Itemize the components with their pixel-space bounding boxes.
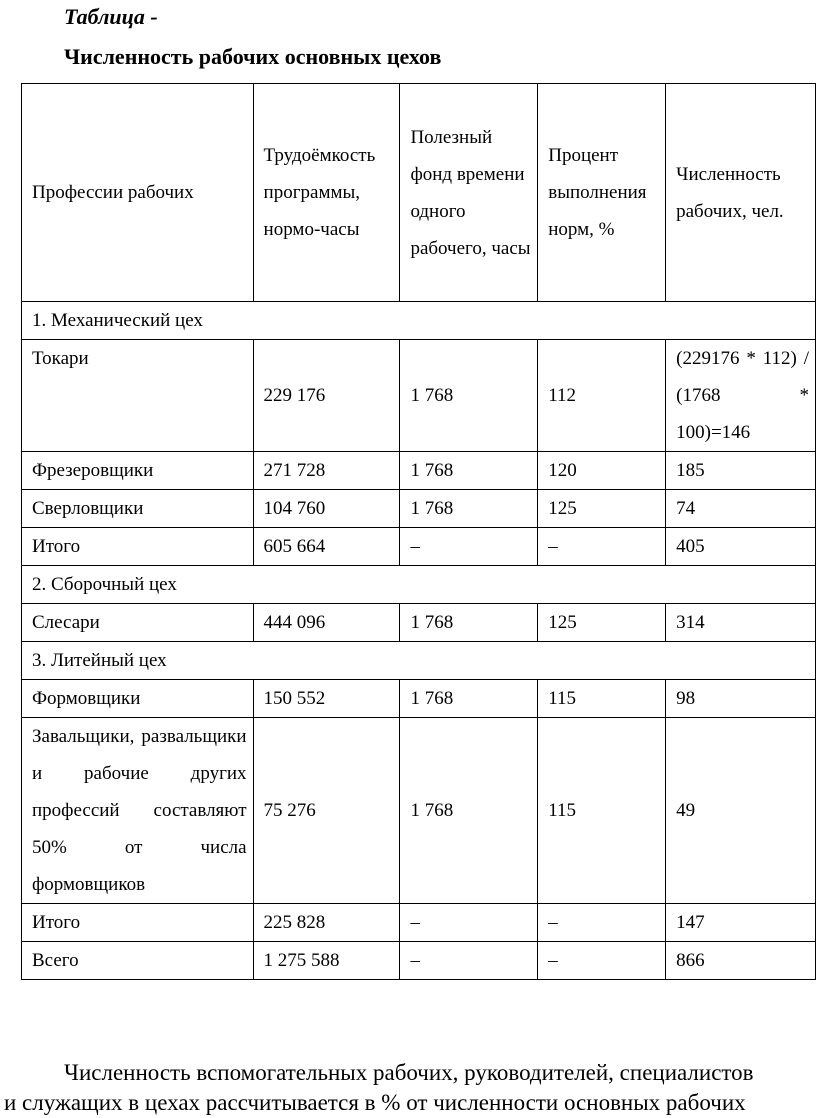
cell-norm-percent: 115 — [538, 718, 666, 904]
workers-table — [21, 83, 816, 980]
footer-line-1: Численность вспомогательных рабочих, руководителей, специалистов — [64, 1060, 754, 1085]
cell-profession: Фрезеровщики — [22, 452, 254, 490]
cell-labor-intensity: 605 664 — [253, 528, 400, 566]
cell-profession: Сверловщики — [22, 490, 254, 528]
header-norm-percent: Процент выполнения норм, % — [538, 84, 666, 302]
cell-profession: Слесари — [22, 604, 254, 642]
cell-labor-intensity: 104 760 — [253, 490, 400, 528]
cell-profession: Итого — [22, 528, 254, 566]
cell-time-fund: 1 768 — [400, 490, 538, 528]
cell-profession: Завальщики, развальщики и рабочие других профессий составляют 50% от числа формовщиков — [22, 718, 254, 904]
cell-headcount: 74 — [666, 490, 816, 528]
subtotal-row — [22, 904, 816, 942]
cell-profession: Всего — [22, 942, 254, 980]
header-labor-intensity: Трудоёмкость программы, нормо-часы — [253, 84, 400, 302]
subtotal-row — [22, 528, 816, 566]
cell-norm-percent: 115 — [538, 680, 666, 718]
cell-profession: Итого — [22, 904, 254, 942]
section-row — [22, 302, 816, 340]
cell-norm-percent: – — [538, 904, 666, 942]
cell-norm-percent: 125 — [538, 490, 666, 528]
table-row — [22, 718, 816, 904]
cell-headcount: 185 — [666, 452, 816, 490]
table-row — [22, 604, 816, 642]
footer-paragraph — [0, 1058, 816, 1118]
header-headcount: Численность рабочих, чел. — [666, 84, 816, 302]
table-title: Численность рабочих основных цехов — [64, 44, 442, 69]
cell-labor-intensity: 1 275 588 — [253, 942, 400, 980]
table-row — [22, 680, 816, 718]
cell-time-fund: 1 768 — [400, 604, 538, 642]
cell-norm-percent: 112 — [538, 340, 666, 452]
cell-profession: Формовщики — [22, 680, 254, 718]
table-caption: Таблица - — [64, 4, 158, 29]
header-profession: Профессии рабочих — [22, 84, 254, 302]
cell-headcount: 98 — [666, 680, 816, 718]
cell-headcount: 49 — [666, 718, 816, 904]
table-row — [22, 490, 816, 528]
section-foundry: 3. Литейный цех — [22, 642, 816, 680]
cell-labor-intensity: 225 828 — [253, 904, 400, 942]
cell-time-fund: 1 768 — [400, 452, 538, 490]
cell-headcount: 405 — [666, 528, 816, 566]
cell-headcount: 866 — [666, 942, 816, 980]
footer-line-2: и служащих в цехах рассчитывается в % от численности основных рабочих — [4, 1090, 746, 1115]
cell-time-fund: 1 768 — [400, 718, 538, 904]
section-mechanical: 1. Механический цех — [22, 302, 816, 340]
cell-norm-percent: 125 — [538, 604, 666, 642]
cell-time-fund: 1 768 — [400, 340, 538, 452]
cell-labor-intensity: 444 096 — [253, 604, 400, 642]
cell-time-fund: 1 768 — [400, 680, 538, 718]
grand-total-row — [22, 942, 816, 980]
table-row — [22, 452, 816, 490]
cell-norm-percent: 120 — [538, 452, 666, 490]
cell-headcount: 314 — [666, 604, 816, 642]
cell-labor-intensity: 150 552 — [253, 680, 400, 718]
section-row — [22, 642, 816, 680]
cell-headcount-formula: (229176 * 112) / (1768 * 100)=146 — [666, 340, 816, 452]
cell-time-fund: – — [400, 904, 538, 942]
cell-norm-percent: – — [538, 942, 666, 980]
table-row — [22, 340, 816, 452]
cell-time-fund: – — [400, 528, 538, 566]
section-assembly: 2. Сборочный цех — [22, 566, 816, 604]
cell-profession: Токари — [22, 340, 254, 452]
cell-norm-percent: – — [538, 528, 666, 566]
section-row — [22, 566, 816, 604]
cell-labor-intensity: 271 728 — [253, 452, 400, 490]
cell-labor-intensity: 75 276 — [253, 718, 400, 904]
cell-time-fund: – — [400, 942, 538, 980]
cell-labor-intensity: 229 176 — [253, 340, 400, 452]
header-time-fund: Полезный фонд времени одного рабочего, часы — [400, 84, 538, 302]
table-header-row — [22, 84, 816, 302]
cell-headcount: 147 — [666, 904, 816, 942]
